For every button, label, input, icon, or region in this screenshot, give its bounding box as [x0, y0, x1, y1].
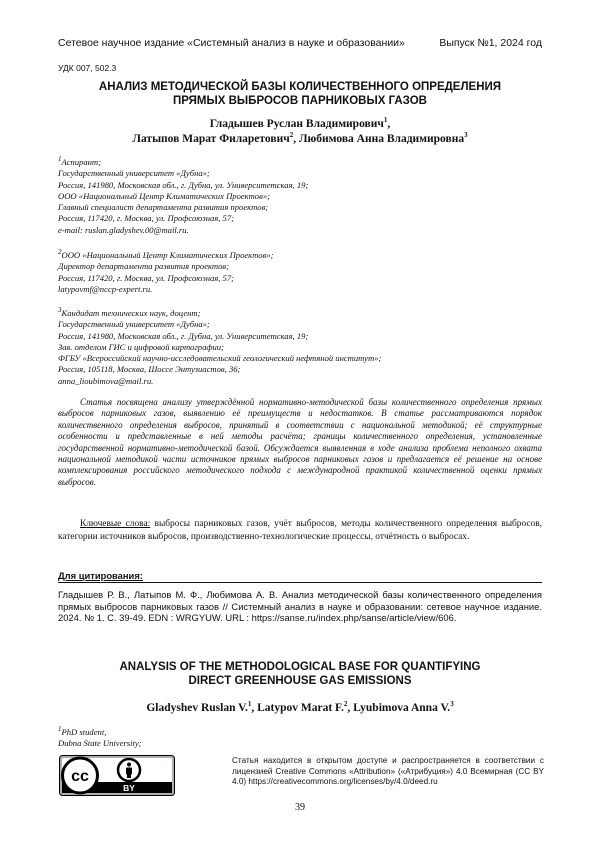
journal-header: Сетевое научное издание «Системный анализ в науке и образовании»: [58, 37, 405, 49]
title-en: [58, 660, 542, 688]
article-page: [0, 0, 600, 848]
affiliation-3: [58, 308, 542, 387]
title-ru: [58, 80, 542, 108]
author-en-2-sup: 2: [344, 700, 348, 708]
affil-email[interactable]: latypovmf@nccp-expert.ru.: [58, 284, 542, 295]
keywords-text: выбросы парниковых газов, учёт выбросов, методы количественного определения выбросов, категории источников выбросов, производственно-технологические процессы, отчётность о выбросах.: [58, 519, 542, 542]
affil-line: Государственный университет «Дубна»;: [58, 168, 542, 179]
author-2-sup: 2: [290, 131, 294, 139]
affil-line: Россия, 105118, Москва, Шоссе Энтузиастов, 36;: [58, 364, 542, 375]
affil-line: Зав. отделом ГИС и цифровой картографии;: [58, 342, 542, 353]
affil-en-line: Dubna State University;: [58, 738, 542, 749]
author-en-1-sup: 1: [248, 700, 252, 708]
affil-en-sup: 1: [58, 725, 62, 733]
keywords-label: Ключевые слова:: [80, 519, 150, 529]
title-ru-line2: ПРЯМЫХ ВЫБРОСОВ ПАРНИКОВЫХ ГАЗОВ: [58, 94, 542, 108]
license-text: Статья находится в открытом доступе и распространяется в соответствии с лицензией Creative Commons «Attribution» («Атрибуция») 4.0 Всемирная (CC BY 4.0) https://creativecommons.org/licenses/by/4.0/deed.ru: [232, 756, 544, 788]
author-en-3: , Lyubimova Anna V.: [347, 702, 450, 714]
title-ru-line1: АНАЛИЗ МЕТОДИЧЕСКОЙ БАЗЫ КОЛИЧЕСТВЕННОГО ОПРЕДЕЛЕНИЯ: [58, 80, 542, 94]
abstract: Статья посвящена анализу утверждённой нормативно-методической базы количественного определения прямых выбросов парниковых газов, выявлению её преимуществ и недостатков. В статье рассматриваются порядок количественного определения выбросов, принятый в соответствии с национальной методикой; её структурные особенности и представленные в ней методы расчёта; границы количественного определения, установленные государственной нормативно-методической базой. Обсуждается выявленная в ходе анализа проблема неполного охвата национальной методикой части источников прямых выбросов парниковых газов и предлагается её решение на основе комплексирования российского методического подхода с международной практикой количественной оценки прямых выбросов.: [58, 397, 542, 488]
affil-en-line: PhD student,: [62, 727, 107, 737]
cc-mark: cc: [71, 768, 89, 785]
affil-line: Россия, 141980, Московская обл., г. Дубна, ул. Университетская, 19;: [58, 180, 542, 191]
affil-2-sup: 2: [58, 248, 62, 256]
authors-en: [58, 701, 542, 716]
author-3-sup: 3: [464, 131, 468, 139]
affil-line: Аспирант;: [62, 157, 101, 167]
affil-line: Главный специалист департамента развития проектов;: [58, 202, 542, 213]
issue-header: Выпуск №1, 2024 год: [439, 37, 542, 49]
author-1: Гладышев Руслан Владимирович: [210, 118, 384, 130]
affil-line: Директор департамента развития проектов;: [58, 261, 542, 272]
citation-text: Гладышев Р. В., Латыпов М. Ф., Любимова А. В. Анализ методической базы количественного определения прямых выбросов парниковых газов // Системный анализ в науке и образовании: сетевое научное издание. 2024. № 1. С. 39-49. EDN : WRGYUW. URL : https://sanse.ru/index.php/sanse/article/view/606.: [58, 589, 542, 624]
affiliation-en-1: [58, 727, 542, 750]
affiliation-2: [58, 250, 542, 295]
affil-line: ООО «Национальный Центр Климатических Проектов»;: [58, 191, 542, 202]
affil-email[interactable]: anna_lioubimova@mail.ru.: [58, 376, 542, 387]
affil-3-sup: 3: [58, 306, 62, 314]
by-mark: BY: [123, 783, 135, 793]
page-number: 39: [0, 802, 600, 813]
affiliation-1: [58, 157, 542, 236]
cc-by-badge-icon: [59, 755, 175, 796]
title-en-line2: DIRECT GREENHOUSE GAS EMISSIONS: [58, 674, 542, 688]
cc-by-license-logo[interactable]: [59, 755, 175, 801]
author-en-3-sup: 3: [450, 700, 454, 708]
title-en-line1: ANALYSIS OF THE METHODOLOGICAL BASE FOR QUANTIFYING: [58, 660, 542, 674]
udk-code: УДК 007, 502.3: [58, 63, 116, 73]
authors-ru: Гладышев Руслан Владимирович1, Латыпов Марат Филаретович2, Любимова Анна Владимировна3: [58, 117, 542, 147]
affil-1-sup: 1: [58, 155, 62, 163]
affil-line: Россия, 141980, Московская обл., г. Дубна, ул. Университетская, 19;: [58, 331, 542, 342]
affil-email[interactable]: e-mail: ruslan.gladyshev.00@mail.ru.: [58, 225, 542, 236]
affil-line: Россия, 117420, г. Москва, ул. Профсоюзная, 57;: [58, 273, 542, 284]
author-en-1: Gladyshev Ruslan V.: [146, 702, 248, 714]
author-1-sup: 1: [384, 116, 388, 124]
author-2: Латыпов Марат Филаретович: [132, 133, 289, 145]
citation-heading-label: Для цитирования:: [58, 570, 143, 581]
affil-line: ООО «Национальный Центр Климатических Проектов»;: [62, 250, 274, 260]
affil-line: ФГБУ «Всероссийский научно-исследовательский геологический нефтяной институт»;: [58, 353, 542, 364]
affil-line: Государственный университет «Дубна»;: [58, 319, 542, 330]
author-3: Любимова Анна Владимировна: [299, 133, 464, 145]
affil-line: Россия, 117420, г. Москва, ул. Профсоюзная, 57;: [58, 213, 542, 224]
citation-heading: [58, 570, 542, 583]
keywords: [58, 518, 542, 543]
author-en-2: , Latypov Marat F.: [251, 702, 344, 714]
affil-line: Кандидат технических наук, доцент;: [62, 308, 201, 318]
